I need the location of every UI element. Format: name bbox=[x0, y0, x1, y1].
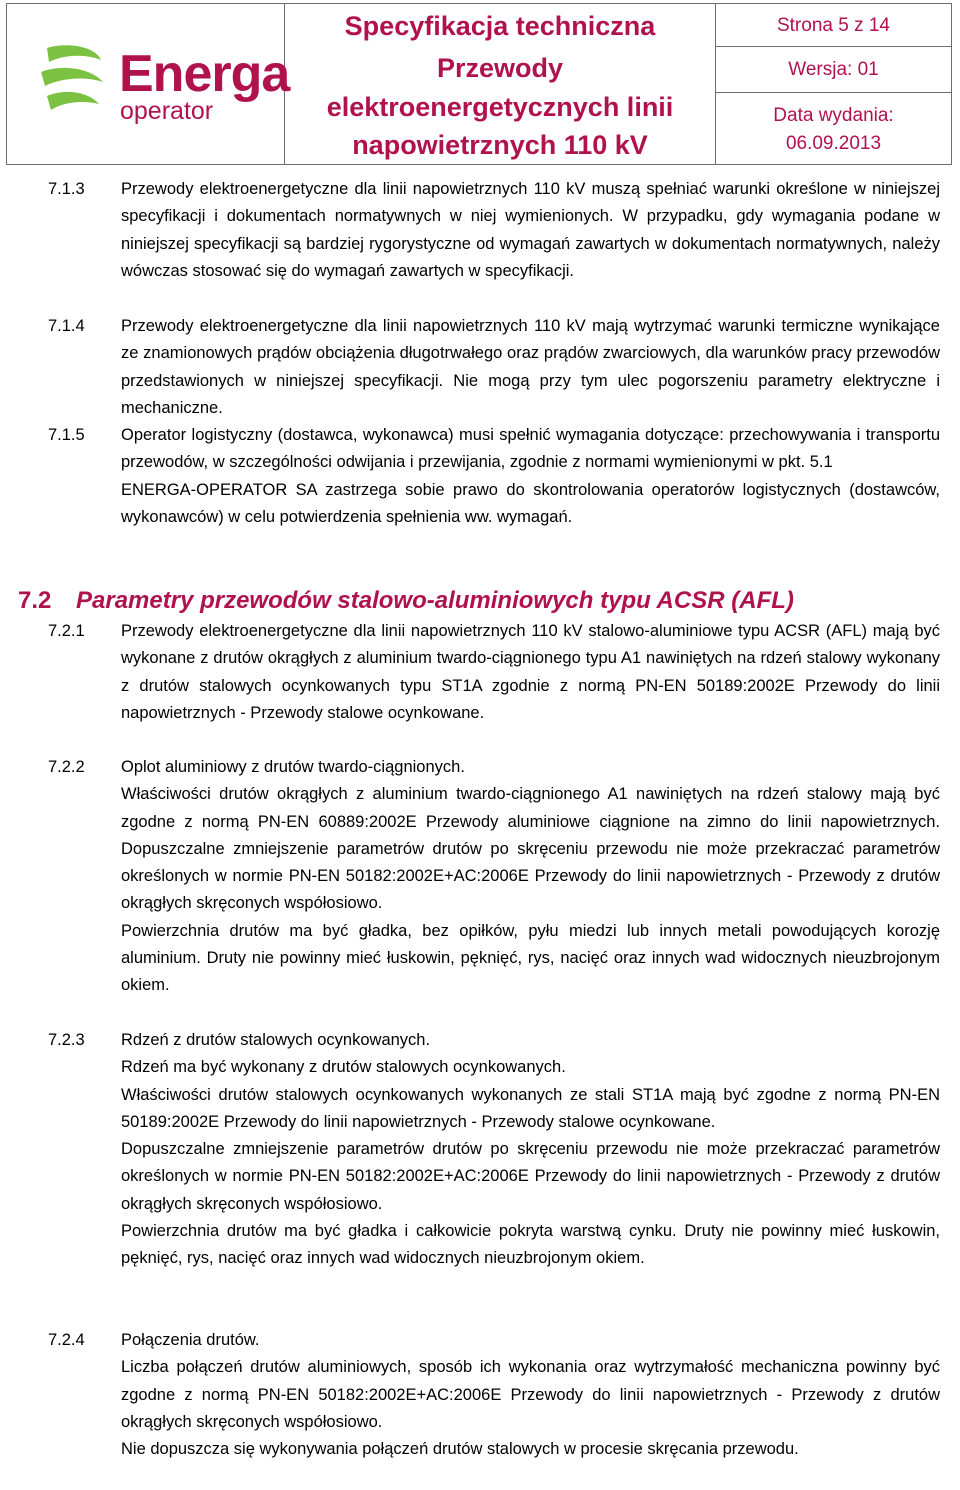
issue-date-value: 06.09.2013 bbox=[785, 133, 882, 154]
paragraph: Rdzeń ma być wykonany z drutów stalowych ocynkowanych. bbox=[121, 1058, 566, 1077]
section-number: 7.2.3 bbox=[48, 1031, 85, 1049]
heading-title: Parametry przewodów stalowo-aluminiowych typu ACSR (AFL) bbox=[76, 587, 794, 614]
section-number: 7.1.4 bbox=[48, 317, 85, 335]
section-number: 7.2.1 bbox=[48, 622, 85, 640]
section-number: 7.1.5 bbox=[48, 426, 85, 444]
document-header bbox=[6, 3, 952, 165]
title-line: Specyfikacja techniczna bbox=[344, 11, 656, 41]
version-label: Wersja: 01 bbox=[716, 47, 951, 93]
section-body bbox=[121, 176, 940, 285]
issue-date-label: Data wydania: bbox=[773, 105, 894, 126]
heading-number: 7.2 bbox=[18, 587, 52, 614]
paragraph: Połączenia drutów. bbox=[121, 1331, 260, 1349]
document-title bbox=[285, 4, 716, 164]
section-body bbox=[121, 313, 940, 422]
logo-subtitle: operator bbox=[120, 97, 214, 125]
page-number: Strona 5 z 14 bbox=[716, 4, 951, 47]
paragraph: Nie dopuszcza się wykonywania połączeń drutów stalowych w procesie skręcania przewodu. bbox=[121, 1440, 799, 1459]
section-body bbox=[121, 1027, 940, 1273]
paragraph: Rdzeń z drutów stalowych ocynkowanych. bbox=[121, 1031, 431, 1049]
section-number: 7.2.2 bbox=[48, 758, 85, 776]
section-number: 7.1.3 bbox=[48, 180, 85, 198]
paragraph: Dopuszczalne zmniejszenie parametrów drutów po skręceniu przewodu nie może przekraczać parametrów określonych w normie PN-EN 50182:2002E+AC:2006E Przewody do linii napowietrznych - Przewody z drutów okrągłych skręconych współosiowo. bbox=[121, 1140, 940, 1213]
paragraph: Operator logistyczny (dostawca, wykonawca) musi spełnić wymagania dotyczące: przechowywania i transportu przewodów, w szczególności odwijania i przewijania, zgodnie z normami wymienionymi w pkt. 5.1 bbox=[121, 426, 940, 472]
paragraph: Właściwości drutów okrągłych z aluminium twardo-ciągnionego A1 nawiniętych na rdzeń stalowy mają być zgodne z normą PN-EN 60889:2002E Przewody aluminiowe ciągnione na zimno do linii napowietrznych. Dopuszczalne zmniejszenie parametrów drutów po skręceniu przewodu nie może przekraczać parametrów określonych w normie PN-EN 50182:2002E+AC:2006E Przewody do linii napowietrznych - Przewody z drutów okrągłych skręconych współosiowo. bbox=[121, 785, 940, 913]
logo-cell bbox=[7, 4, 290, 164]
paragraph: Liczba połączeń drutów aluminiowych, sposób ich wykonania oraz wytrzymałość mechaniczna powinny być zgodne z normą PN-EN 50182:2002E+AC:2006E Przewody do linii napowietrznych - Przewody z drutów okrągłych skręconych współosiowo. bbox=[121, 1358, 940, 1431]
paragraph: Przewody elektroenergetyczne dla linii napowietrznych 110 kV mają wytrzymać warunki termiczne wynikające ze znamionowych prądów obciążenia długotrwałego oraz prądów zwarciowych, dla warunków pracy przewodów przedstawionych w niniejszej specyfikacji. Nie mogą przy tym ulec pogorszeniu parametry elektryczne i mechaniczne. bbox=[121, 317, 940, 417]
section-number: 7.2.4 bbox=[48, 1331, 85, 1349]
section-body bbox=[121, 618, 940, 727]
paragraph: Powierzchnia drutów ma być gładka, bez opiłków, pyłu miedzi lub innych metali powodujących korozję aluminium. Druty nie powinny mieć łuskowin, pęknięć, rys, nacięć oraz innych wad widocznych nieuzbrojonym okiem. bbox=[121, 921, 940, 995]
paragraph: ENERGA-OPERATOR SA zastrzega sobie prawo do skontrolowania operatorów logistycznych (dostawców, wykonawców) w celu potwierdzenia spełnienia ww. wymagań. bbox=[121, 480, 940, 526]
issue-date bbox=[716, 93, 951, 164]
paragraph: Oplot aluminiowy z drutów twardo-ciągnionych. bbox=[121, 758, 465, 776]
section-body bbox=[121, 422, 940, 531]
paragraph: Powierzchnia drutów ma być gładka i całkowicie pokryta warstwą cynku. Druty nie powinny mieć łuskowin, pęknięć, rys, nacięć oraz innych wad widocznych nieuzbrojonym okiem. bbox=[121, 1222, 940, 1268]
paragraph: Przewody elektroenergetyczne dla linii napowietrznych 110 kV muszą spełniać warunki określone w niniejszej specyfikacji i dokumentach normatywnych w niej wymienionych. W przypadku, gdy wymagania podane w niniejszej specyfikacji są bardziej rygorystyczne od wymagań zawartych w dokumentach normatywnych, należy wówczas stosować się do wymagań zawartych w specyfikacji. bbox=[121, 180, 940, 280]
title-line: napowietrznych 110 kV bbox=[352, 130, 648, 160]
title-line: Przewody bbox=[436, 53, 564, 83]
section-body bbox=[121, 1327, 940, 1463]
title-line: elektroenergetycznych linii bbox=[326, 92, 674, 122]
section-heading bbox=[18, 586, 794, 616]
logo-wordmark: Energa bbox=[119, 45, 290, 103]
paragraph: Właściwości drutów stalowych ocynkowanych wykonanych ze stali ST1A mają być zgodne z normą PN-EN 50189:2002E Przewody do linii napowietrznych - Przewody stalowe ocynkowane. bbox=[121, 1085, 940, 1131]
energa-logo-icon bbox=[37, 40, 107, 120]
section-body bbox=[121, 754, 940, 1000]
paragraph: Przewody elektroenergetyczne dla linii napowietrznych 110 kV stalowo-aluminiowe typu ACSR (AFL) mają być wykonane z drutów okrągłych z aluminium twardo-ciągnionego typu A1 nawiniętych na rdzeń stalowy wykonany z drutów stalowych ocynkowanych typu ST1A zgodnie z normą PN-EN 50189:2002E Przewody do linii napowietrznych - Przewody stalowe ocynkowane. bbox=[121, 622, 940, 722]
